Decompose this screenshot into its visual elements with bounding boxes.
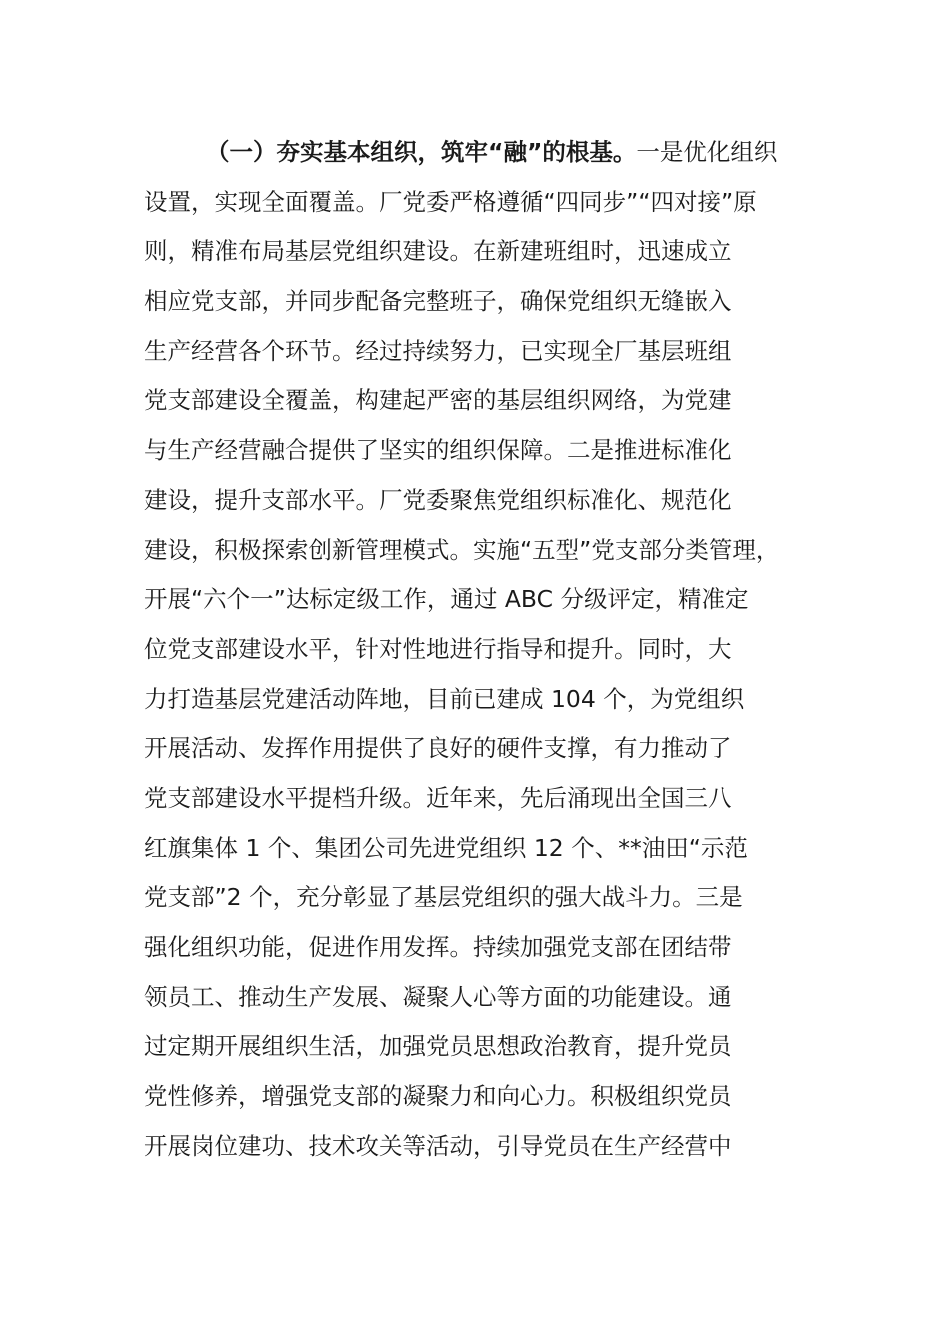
text-line: 过定期开展组织生活，加强党员思想政治教育，提升党员 [144,1032,732,1061]
text-line: 党支部”2 个，充分彰显了基层党组织的强大战斗力。三是 [144,883,743,912]
body-text [144,128,824,1171]
text-line-first [144,128,824,178]
text-line: 领员工、推动生产发展、凝聚人心等方面的功能建设。通 [144,982,732,1011]
text-line: 党性修养，增强党支部的凝聚力和向心力。积极组织党员 [144,1082,732,1111]
text-line: 则，精准布局基层党组织建设。在新建班组时，迅速成立 [144,237,732,266]
text-line: 建设，提升支部水平。厂党委聚焦党组织标准化、规范化 [144,485,732,514]
text-line: 开展活动、发挥作用提供了良好的硬件支撑，有力推动了 [144,734,732,763]
text-line: 红旗集体 1 个、集团公司先进党组织 12 个、**油田“示范 [144,833,748,862]
text-line: 生产经营各个环节。经过持续努力，已实现全厂基层班组 [144,336,732,365]
text-line: 开展“六个一”达标定级工作，通过 ABC 分级评定，精准定 [144,585,749,614]
text-line: 与生产经营融合提供了坚实的组织保障。二是推进标准化 [144,436,732,465]
section-heading: （一）夯实基本组织，筑牢“融”的根基。 [206,138,637,166]
text-line: 相应党支部，并同步配备完整班子，确保党组织无缝嵌入 [144,287,732,316]
text-line: 设置，实现全面覆盖。厂党委严格遵循“四同步”“四对接”原 [144,187,757,216]
text-line: 党支部建设全覆盖，构建起严密的基层组织网络，为党建 [144,386,732,415]
text-line: 位党支部建设水平，针对性地进行指导和提升。同时，大 [144,634,732,663]
text-line: 开展岗位建功、技术攻关等活动，引导党员在生产经营中 [144,1131,732,1160]
text-line: 建设，积极探索创新管理模式。实施“五型”党支部分类管理， [144,535,780,564]
text-line: 强化组织功能，促进作用发挥。持续加强党支部在团结带 [144,933,732,961]
text-line: 力打造基层党建活动阵地，目前已建成 104 个，为党组织 [144,684,745,713]
text-line: 党支部建设水平提档升级。近年来，先后涌现出全国三八 [144,783,732,812]
first-line-text: 一是优化组织 [636,138,778,166]
